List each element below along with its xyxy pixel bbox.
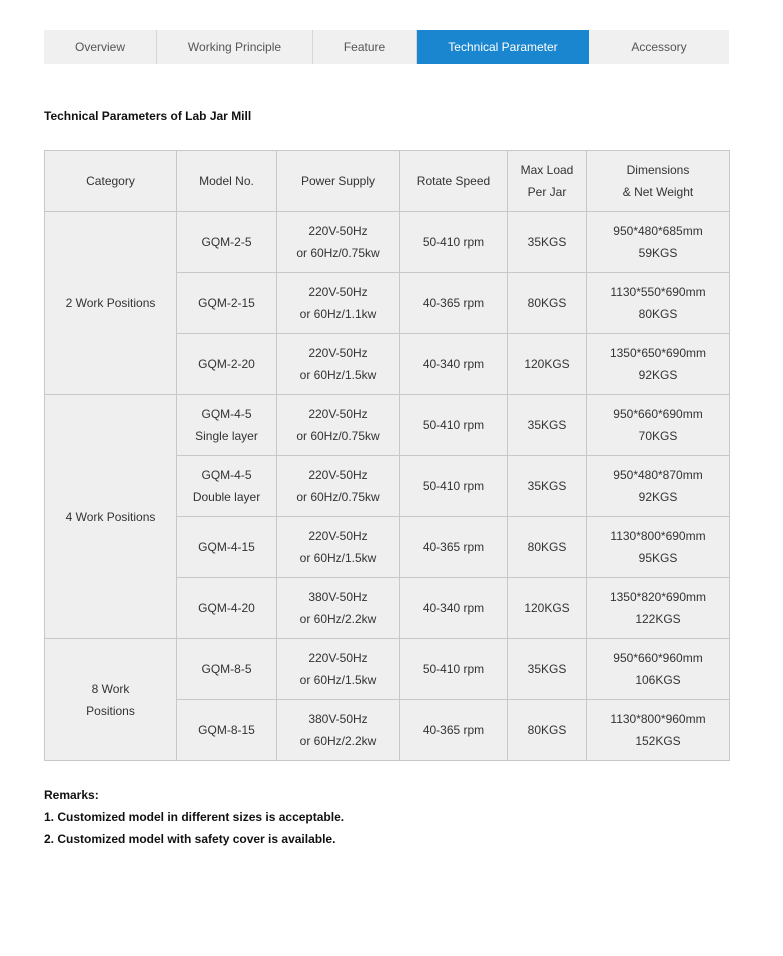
category-line2: Positions — [86, 703, 135, 718]
speed-cell: 50-410 rpm — [400, 639, 508, 700]
power-line1: 220V-50Hz — [308, 285, 368, 299]
model-cell — [177, 395, 277, 456]
power-line2: or 60Hz/2.2kw — [299, 734, 377, 748]
tab-overview[interactable]: Overview — [44, 30, 157, 64]
dimensions-value: 1130*800*690mm — [610, 529, 706, 543]
model-line1: GQM-4-5 — [201, 407, 252, 421]
dimensions-cell — [587, 456, 730, 517]
dimensions-cell — [587, 639, 730, 700]
category-cell — [45, 639, 177, 761]
tab-feature[interactable]: Feature — [313, 30, 417, 64]
load-cell: 35KGS — [508, 395, 587, 456]
model-line2: Double layer — [192, 490, 261, 504]
header-category: Category — [45, 151, 177, 212]
weight-value: 92KGS — [638, 368, 678, 382]
weight-value: 106KGS — [635, 673, 681, 687]
speed-cell: 40-365 rpm — [400, 273, 508, 334]
dimensions-value: 1350*820*690mm — [609, 590, 707, 604]
weight-value: 92KGS — [638, 490, 678, 504]
dimensions-value: 950*480*685mm — [613, 224, 703, 238]
power-cell — [277, 639, 400, 700]
header-max-load — [508, 151, 587, 212]
power-line1: 220V-50Hz — [308, 224, 368, 238]
tab-technical-parameter[interactable]: Technical Parameter — [417, 30, 589, 64]
category-cell: 2 Work Positions — [45, 212, 177, 395]
dimensions-cell — [587, 273, 730, 334]
table-row — [45, 212, 730, 273]
model-line1: GQM-4-5 — [201, 468, 252, 482]
table-header-row — [45, 151, 730, 212]
model-cell — [177, 456, 277, 517]
speed-cell: 40-365 rpm — [400, 700, 508, 761]
power-cell — [277, 578, 400, 639]
model-line1: GQM-4-20 — [198, 601, 255, 615]
power-line2: or 60Hz/1.1kw — [299, 307, 377, 321]
header-power: Power Supply — [277, 151, 400, 212]
dimensions-value: 1350*650*690mm — [609, 346, 707, 360]
remarks — [44, 784, 344, 850]
power-cell — [277, 273, 400, 334]
model-line1: GQM-2-5 — [201, 235, 252, 249]
parameters-table — [44, 150, 730, 761]
power-cell — [277, 700, 400, 761]
header-model: Model No. — [177, 151, 277, 212]
header-max-load-line2: Per Jar — [527, 185, 567, 199]
model-cell — [177, 212, 277, 273]
model-line1: GQM-2-20 — [198, 357, 255, 371]
power-line1: 220V-50Hz — [308, 651, 368, 665]
speed-cell: 50-410 rpm — [400, 395, 508, 456]
model-line1: GQM-8-15 — [198, 723, 255, 737]
power-line2: or 60Hz/2.2kw — [299, 612, 377, 626]
speed-cell: 50-410 rpm — [400, 212, 508, 273]
power-line1: 220V-50Hz — [308, 468, 368, 482]
power-line1: 220V-50Hz — [308, 529, 368, 543]
model-cell — [177, 639, 277, 700]
category-line1: 8 Work — [91, 681, 130, 696]
power-cell — [277, 456, 400, 517]
table-row — [45, 395, 730, 456]
model-line2: Single layer — [195, 429, 258, 443]
model-cell — [177, 517, 277, 578]
load-cell: 35KGS — [508, 639, 587, 700]
weight-value: 70KGS — [638, 429, 678, 443]
power-cell — [277, 517, 400, 578]
power-line1: 220V-50Hz — [308, 346, 368, 360]
load-cell: 35KGS — [508, 456, 587, 517]
power-cell — [277, 334, 400, 395]
dimensions-value: 950*660*690mm — [613, 407, 703, 421]
power-line2: or 60Hz/0.75kw — [296, 490, 380, 504]
load-cell: 120KGS — [508, 334, 587, 395]
header-max-load-line1: Max Load — [520, 163, 574, 177]
power-line2: or 60Hz/1.5kw — [299, 551, 377, 565]
dimensions-cell — [587, 334, 730, 395]
header-speed: Rotate Speed — [400, 151, 508, 212]
dimensions-value: 950*480*870mm — [613, 468, 703, 482]
tab-accessory[interactable]: Accessory — [631, 40, 687, 54]
model-cell — [177, 700, 277, 761]
weight-value: 122KGS — [635, 612, 681, 626]
dimensions-value: 950*660*960mm — [613, 651, 703, 665]
weight-value: 95KGS — [638, 551, 678, 565]
model-line1: GQM-2-15 — [198, 296, 255, 310]
dimensions-cell — [587, 578, 730, 639]
category-cell: 4 Work Positions — [45, 395, 177, 639]
model-cell — [177, 334, 277, 395]
power-line1: 220V-50Hz — [308, 407, 368, 421]
weight-value: 59KGS — [638, 246, 678, 260]
load-cell: 80KGS — [508, 517, 587, 578]
dimensions-cell — [587, 212, 730, 273]
power-line2: or 60Hz/0.75kw — [296, 246, 380, 260]
header-dimensions-line1: Dimensions — [626, 163, 690, 177]
dimensions-value: 1130*800*960mm — [610, 712, 706, 726]
header-dimensions — [587, 151, 730, 212]
model-cell — [177, 578, 277, 639]
tab-bar — [44, 30, 729, 64]
speed-cell: 40-340 rpm — [400, 334, 508, 395]
speed-cell: 40-340 rpm — [400, 578, 508, 639]
remarks-title: Remarks: — [44, 788, 99, 802]
speed-cell: 50-410 rpm — [400, 456, 508, 517]
header-dimensions-line2: & Net Weight — [622, 185, 694, 199]
power-line2: or 60Hz/0.75kw — [296, 429, 380, 443]
model-line1: GQM-4-15 — [198, 540, 255, 554]
section-title: Technical Parameters of Lab Jar Mill — [44, 109, 252, 123]
weight-value: 80KGS — [638, 307, 678, 321]
speed-cell: 40-365 rpm — [400, 517, 508, 578]
load-cell: 80KGS — [508, 273, 587, 334]
load-cell: 80KGS — [508, 700, 587, 761]
weight-value: 152KGS — [635, 734, 681, 748]
tab-working-principle[interactable]: Working Principle — [157, 30, 313, 64]
power-line2: or 60Hz/1.5kw — [299, 368, 377, 382]
remark-item: 2. Customized model with safety cover is available. — [44, 832, 336, 846]
load-cell: 120KGS — [508, 578, 587, 639]
remark-item: 1. Customized model in different sizes is acceptable. — [44, 810, 345, 824]
dimensions-cell — [587, 395, 730, 456]
dimensions-cell — [587, 517, 730, 578]
dimensions-value: 1130*550*690mm — [610, 285, 706, 299]
model-cell — [177, 273, 277, 334]
model-line1: GQM-8-5 — [201, 662, 252, 676]
power-line2: or 60Hz/1.5kw — [299, 673, 377, 687]
dimensions-cell — [587, 700, 730, 761]
power-line1: 380V-50Hz — [308, 590, 368, 604]
load-cell: 35KGS — [508, 212, 587, 273]
power-cell — [277, 212, 400, 273]
power-line1: 380V-50Hz — [308, 712, 368, 726]
table-row — [45, 639, 730, 700]
power-cell — [277, 395, 400, 456]
